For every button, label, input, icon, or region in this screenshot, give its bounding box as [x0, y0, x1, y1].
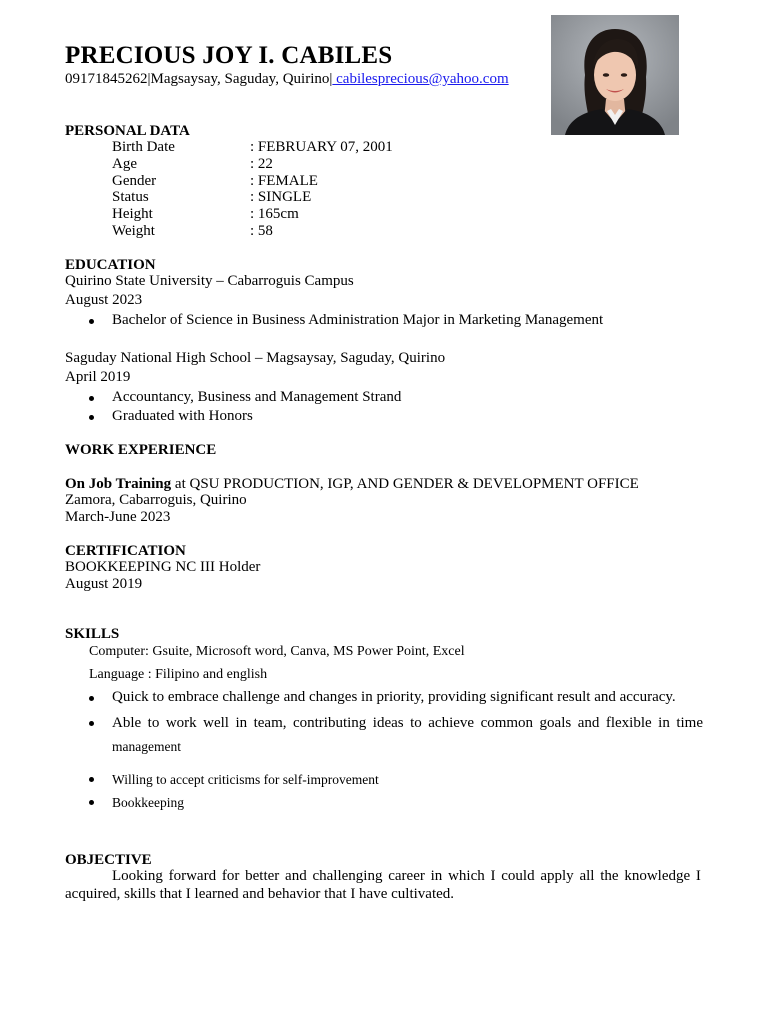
highschool-strand: Accountancy, Business and Management Strand	[112, 389, 402, 405]
college-degree: Bachelor of Science in Business Administration Major in Marketing Management	[112, 312, 604, 328]
certification-date: August 2019	[65, 576, 143, 592]
word: career	[388, 868, 425, 884]
word: in	[430, 868, 443, 884]
personal-value: : SINGLE	[250, 189, 312, 205]
highschool-honors: Graduated with Honors	[112, 408, 253, 424]
word: Looking	[112, 868, 163, 884]
word: better	[245, 868, 280, 884]
bullet-icon	[89, 696, 94, 701]
word: all	[579, 868, 595, 884]
objective-heading: OBJECTIVE	[65, 852, 152, 868]
education-heading: EDUCATION	[65, 257, 156, 273]
word: I	[695, 868, 701, 884]
word: in	[235, 715, 248, 731]
work-date: March-June 2023	[65, 509, 171, 525]
word: could	[501, 868, 535, 884]
bullet-icon	[89, 319, 94, 324]
work-title	[65, 476, 639, 493]
personal-label: Weight	[112, 223, 155, 239]
college-date: August 2023	[65, 292, 143, 308]
word: flexible	[605, 715, 652, 731]
contact-line	[65, 71, 509, 88]
highschool-date: April 2019	[65, 369, 131, 385]
applicant-name: PRECIOUS JOY I. CABILES	[65, 42, 393, 69]
work-heading: WORK EXPERIENCE	[65, 442, 217, 458]
word: in	[658, 715, 670, 731]
word: knowledge	[624, 868, 691, 884]
word: and	[285, 868, 307, 884]
objective-line	[65, 868, 701, 885]
personal-label: Status	[112, 189, 149, 205]
personal-data-heading: PERSONAL DATA	[65, 123, 190, 139]
work-location: Zamora, Cabarroguis, Quirino	[65, 492, 247, 508]
objective-line-last: acquired, skills that I learned and behavior that I have cultivated.	[65, 886, 455, 902]
word: ideas	[372, 715, 404, 731]
word: I	[490, 868, 496, 884]
skill-item-line	[112, 715, 703, 732]
personal-value: : FEMALE	[250, 173, 318, 189]
word: forward	[168, 868, 217, 884]
work-title-rest: at QSU PRODUCTION, IGP, AND GENDER & DEVELOPMENT OFFICE	[171, 476, 639, 492]
word: and	[577, 715, 600, 731]
certification-heading: CERTIFICATION	[65, 543, 186, 559]
bullet-icon	[89, 777, 94, 782]
college-school: Quirino State University – Cabarroguis Campus	[65, 273, 354, 289]
word: the	[600, 868, 619, 884]
skill-item: Bookkeeping	[112, 795, 184, 810]
personal-label: Height	[112, 206, 153, 222]
skills-heading: SKILLS	[65, 626, 120, 642]
bullet-icon	[89, 415, 94, 420]
highschool-school: Saguday National High School – Magsaysay, Saguday, Quirino	[65, 350, 446, 366]
personal-label: Gender	[112, 173, 157, 189]
word: which	[448, 868, 485, 884]
work-title-bold: On Job Training	[65, 476, 172, 492]
certification-name: BOOKKEEPING NC III Holder	[65, 559, 261, 575]
personal-value: : 165cm	[250, 206, 299, 222]
portrait-image	[551, 15, 679, 135]
skills-language: Language : Filipino and english	[89, 667, 268, 682]
word: goals	[539, 715, 572, 731]
word: apply	[540, 868, 574, 884]
personal-label: Age	[112, 156, 137, 172]
word: common	[480, 715, 534, 731]
personal-label: Birth Date	[112, 139, 175, 155]
skills-computer: Computer: Gsuite, Microsoft word, Canva, MS Power Point, Excel	[89, 644, 465, 659]
word: Able	[112, 715, 142, 731]
contact-text: 09171845262|Magsaysay, Saguday, Quirino|	[65, 71, 333, 87]
bullet-icon	[89, 800, 94, 805]
email-link[interactable]: cabilesprecious@yahoo.com	[332, 71, 509, 87]
word: work	[165, 715, 197, 731]
skill-item-continuation: management	[112, 739, 181, 754]
word: well	[203, 715, 229, 731]
word: to	[410, 715, 422, 731]
word: time	[676, 715, 703, 731]
skill-item: Quick to embrace challenge and changes in priority, providing significant result and accuracy.	[112, 689, 676, 705]
personal-value: : FEBRUARY 07, 2001	[250, 139, 393, 155]
word: achieve	[428, 715, 475, 731]
bullet-icon	[89, 721, 94, 726]
personal-value: : 58	[250, 223, 273, 239]
word: to	[147, 715, 160, 731]
personal-value: : 22	[250, 156, 273, 172]
word: team,	[253, 715, 287, 731]
profile-photo	[551, 15, 679, 135]
word: challenging	[312, 868, 383, 884]
word: contributing	[292, 715, 367, 731]
word: for	[221, 868, 240, 884]
skill-item: Willing to accept criticisms for self-improvement	[112, 772, 379, 787]
bullet-icon	[89, 396, 94, 401]
